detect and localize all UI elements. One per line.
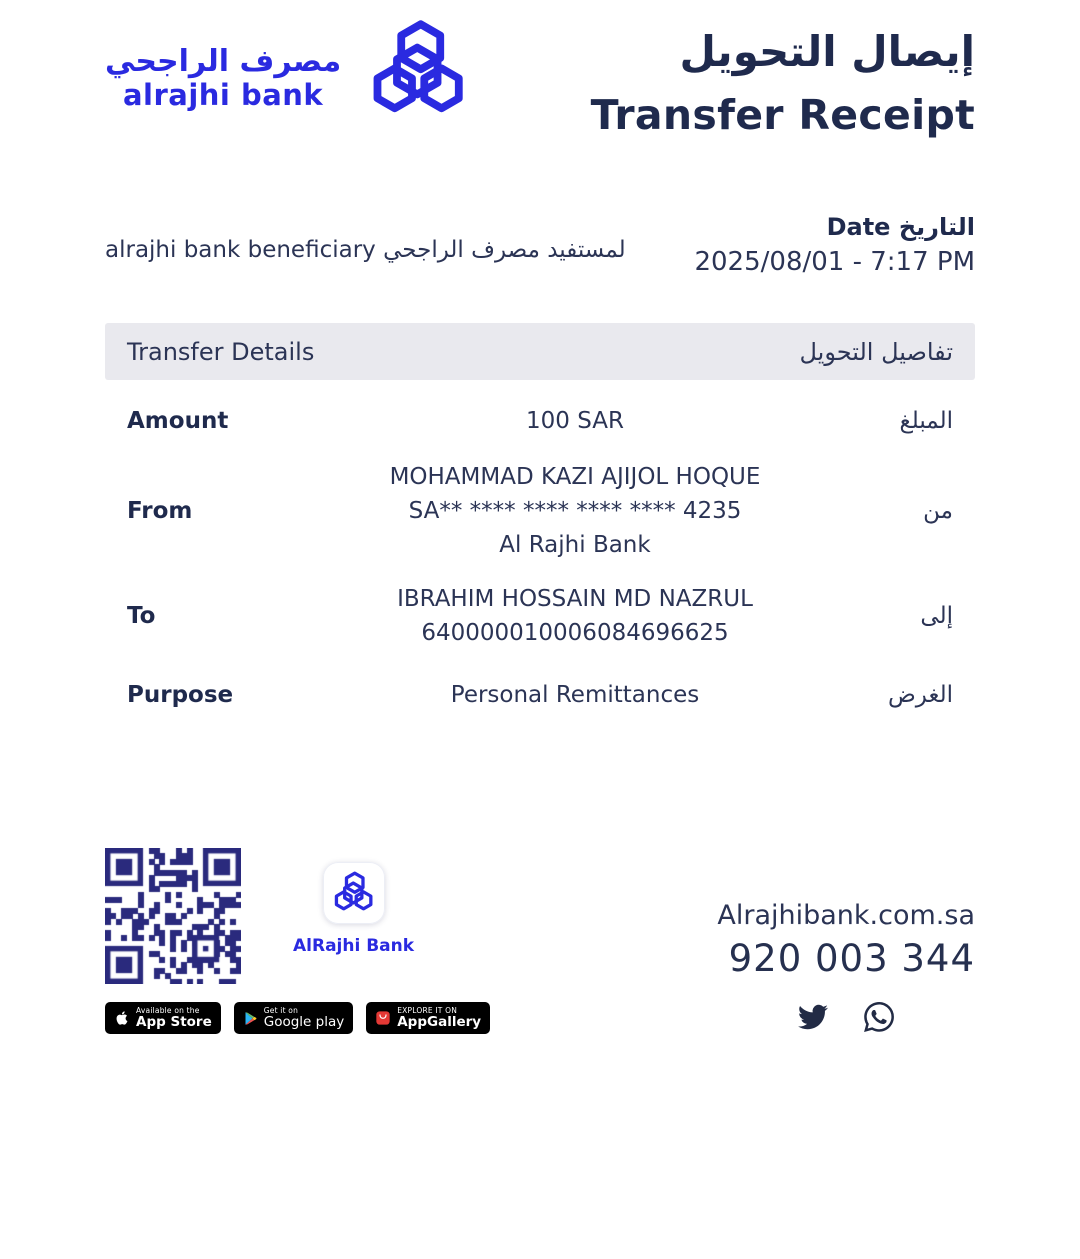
to-row bbox=[105, 572, 975, 664]
brand-name-english: alrajhi bank bbox=[122, 78, 324, 112]
brand-logo bbox=[105, 15, 471, 127]
appgallery-badge-label: AppGallery bbox=[397, 1014, 482, 1031]
appgallery-icon bbox=[375, 1010, 391, 1026]
website-link[interactable]: Alrajhibank.com.sa bbox=[717, 900, 975, 932]
header bbox=[105, 15, 975, 139]
footer-left bbox=[105, 848, 490, 1034]
meta-row bbox=[105, 213, 975, 277]
alrajhi-emblem-icon bbox=[332, 870, 376, 916]
phone-number[interactable]: 920 003 344 bbox=[728, 937, 975, 981]
transfer-details-section bbox=[105, 323, 975, 726]
app-badge bbox=[293, 862, 414, 956]
app-store-badge[interactable] bbox=[105, 1002, 221, 1034]
from-label: From bbox=[127, 498, 193, 525]
purpose-label: Purpose bbox=[127, 682, 234, 709]
to-value bbox=[327, 582, 823, 650]
google-play-icon bbox=[243, 1010, 258, 1027]
store-badges bbox=[105, 1002, 490, 1034]
beneficiary-line: alrajhi bank beneficiary لمستفيد مصرف الراجحي bbox=[105, 237, 626, 264]
footer bbox=[105, 848, 975, 1034]
to-label-arabic: إلى bbox=[920, 603, 953, 630]
google-play-badge[interactable] bbox=[234, 1002, 353, 1034]
to-account-number: 640000010006084696625 bbox=[421, 620, 729, 647]
amount-label-arabic: المبلغ bbox=[899, 408, 953, 435]
from-value bbox=[327, 460, 823, 562]
app-store-badge-caption: Available on the bbox=[136, 1005, 200, 1015]
date-value: 2025/08/01 - 7:17 PM bbox=[694, 247, 975, 278]
alrajhi-app-icon bbox=[323, 862, 385, 924]
qr-code bbox=[105, 848, 241, 984]
page-title bbox=[591, 15, 975, 139]
purpose-row bbox=[105, 664, 975, 726]
google-play-badge-caption: Get it on bbox=[263, 1005, 299, 1015]
page-title-arabic: إيصال التحويل bbox=[679, 27, 975, 76]
app-name-label: AlRajhi Bank bbox=[293, 936, 415, 957]
footer-right bbox=[717, 848, 975, 1032]
appgallery-badge[interactable] bbox=[366, 1002, 490, 1034]
appgallery-badge-caption: EXPLORE IT ON bbox=[397, 1005, 458, 1015]
amount-label: Amount bbox=[127, 408, 229, 435]
to-label: To bbox=[127, 603, 156, 630]
section-header-bar bbox=[105, 323, 975, 380]
from-bank-name: Al Rajhi Bank bbox=[499, 532, 651, 559]
google-play-badge-label: Google play bbox=[263, 1014, 345, 1031]
section-title-arabic: تفاصيل التحويل bbox=[799, 337, 953, 366]
social-icons bbox=[717, 1002, 975, 1032]
page-title-english: Transfer Receipt bbox=[590, 91, 975, 140]
brand-wordmark bbox=[105, 15, 341, 110]
amount-row bbox=[105, 380, 975, 452]
amount-value: 100 SAR bbox=[526, 408, 624, 435]
brand-name-arabic: مصرف الراجحي bbox=[105, 44, 342, 79]
date-label: التاريخ Date bbox=[826, 213, 975, 242]
alrajhi-emblem-icon bbox=[367, 15, 471, 127]
from-label-arabic: من bbox=[923, 498, 953, 525]
twitter-icon[interactable] bbox=[798, 1002, 828, 1032]
to-recipient-name: IBRAHIM HOSSAIN MD NAZRUL bbox=[397, 586, 753, 613]
date-block bbox=[694, 213, 975, 277]
from-sender-name: MOHAMMAD KAZI AJIJOL HOQUE bbox=[389, 464, 761, 491]
from-masked-iban: SA** **** **** **** **** 4235 bbox=[408, 498, 742, 525]
apple-icon bbox=[114, 1009, 130, 1027]
purpose-value: Personal Remittances bbox=[450, 682, 700, 709]
whatsapp-icon[interactable] bbox=[864, 1002, 894, 1032]
from-row bbox=[105, 452, 975, 572]
section-title-english: Transfer Details bbox=[127, 337, 315, 366]
purpose-label-arabic: الغرض bbox=[888, 682, 953, 709]
app-store-badge-label: App Store bbox=[136, 1014, 212, 1031]
